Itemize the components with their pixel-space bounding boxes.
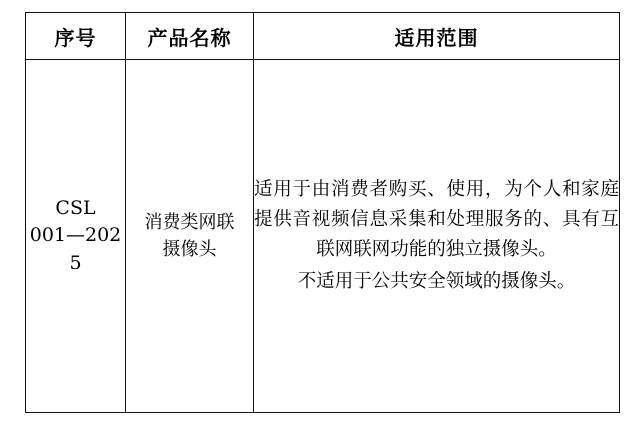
cell-scope [254, 60, 620, 413]
cell-product-name [126, 60, 254, 413]
product-name-line-2: 摄像头 [162, 239, 217, 260]
product-name-line-1: 消费类网联 [144, 212, 235, 233]
product-scope-table [25, 12, 620, 413]
table-header-row [26, 13, 620, 60]
cell-serial-number [26, 60, 126, 413]
column-header-product: 产品名称 [126, 13, 254, 60]
column-header-no: 序号 [26, 13, 126, 60]
column-header-scope: 适用范围 [254, 13, 620, 60]
table-row [26, 60, 620, 413]
scope-paragraph-1: 适用于由消费者购买、使用，为个人和家庭提供音视频信息采集和处理服务的、具有互联网联网功能的独立摄像头。 [254, 179, 619, 260]
serial-number-line-1: CSL [55, 196, 96, 219]
scope-paragraph-2: 不适用于公共安全领域的摄像头。 [297, 270, 576, 292]
serial-number-line-2: 001—2025 [29, 224, 122, 274]
